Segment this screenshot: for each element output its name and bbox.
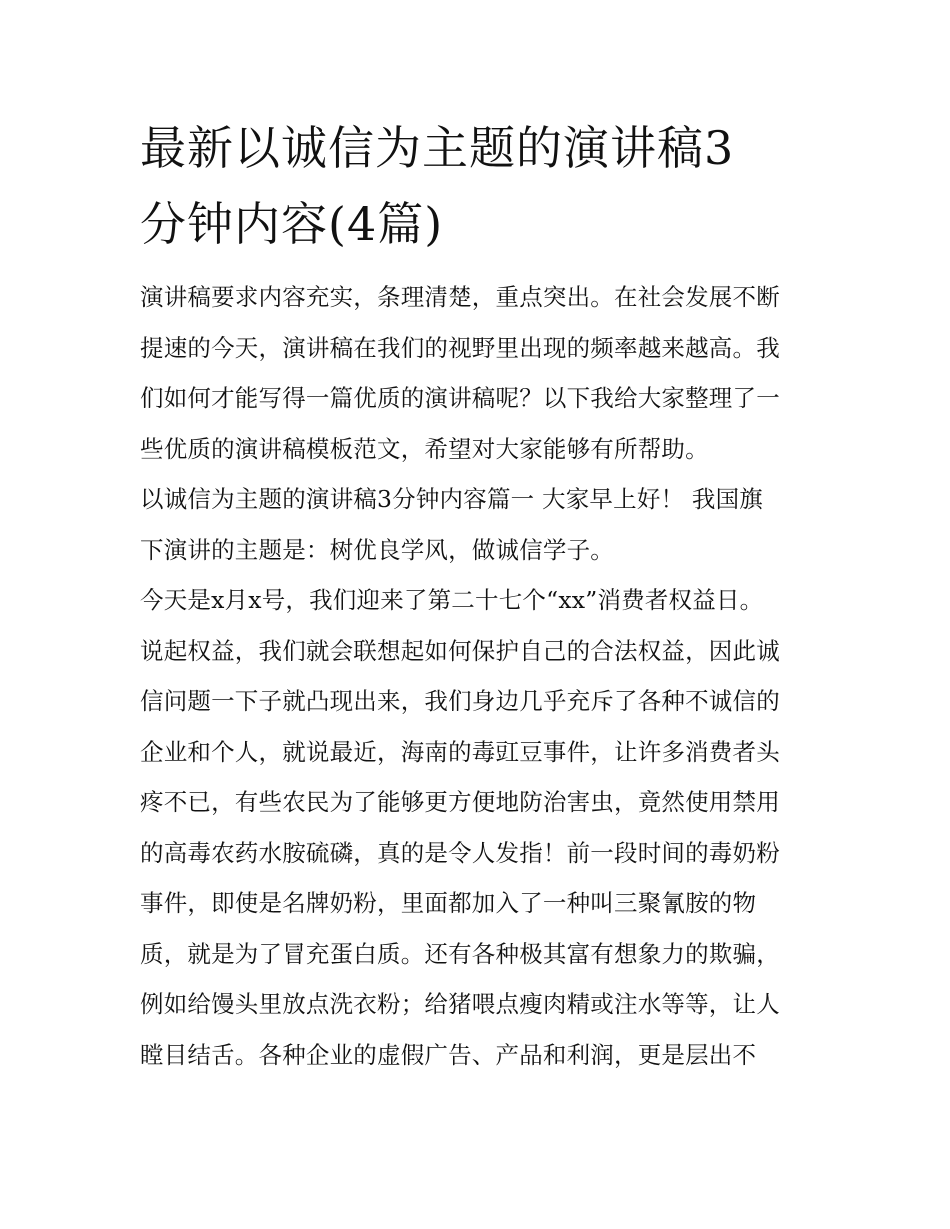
body-line: 的高毒农药水胺硫磷，真的是令人发指！前一段时间的毒奶粉 — [140, 838, 780, 867]
body-line: 演讲稿要求内容充实，条理清楚，重点突出。在社会发展不断 — [140, 283, 780, 311]
document-title — [140, 110, 820, 262]
body-line: 疼不已，有些农民为了能够更方便地防治害虫，竟然使用禁用 — [140, 788, 780, 816]
title-line: 最新以诚信为主题的演讲稿3 — [140, 121, 735, 175]
body-line: 瞠目结舌。各种企业的虚假广告、产品和利润，更是层出不 — [140, 1040, 757, 1069]
body-line: 事件，即使是名牌奶粉，里面都加入了一种叫三聚氰胺的物 — [140, 889, 757, 917]
title-line: 分钟内容(4篇) — [140, 197, 444, 251]
document-body — [140, 272, 820, 1080]
body-line: 例如给馒头里放点洗衣粉；给猪喂点瘦肉精或注水等等，让人 — [140, 990, 780, 1018]
body-line: 下演讲的主题是：树优良学风，做诚信学子。 — [140, 535, 614, 564]
body-line: 提速的今天，演讲稿在我们的视野里出现的频率越来越高。我 — [140, 333, 780, 362]
body-line: 今天是x月x号，我们迎来了第二十七个“xx”消费者权益日。 — [140, 586, 764, 614]
body-line: 质，就是为了冒充蛋白质。还有各种极其富有想象力的欺骗， — [140, 939, 780, 968]
body-line: 说起权益，我们就会联想起如何保护自己的合法权益，因此诚 — [140, 636, 780, 665]
body-line: 企业和个人，就说最近，海南的毒豇豆事件，让许多消费者头 — [140, 737, 780, 766]
body-line: 们如何才能写得一篇优质的演讲稿呢？以下我给大家整理了一 — [140, 384, 780, 412]
body-line: 些优质的演讲稿模板范文，希望对大家能够有所帮助。 — [140, 434, 709, 463]
body-line: 以诚信为主题的演讲稿3分钟内容篇一 大家早上好！ 我国旗 — [140, 485, 763, 513]
body-line: 信问题一下子就凸现出来，我们身边几乎充斥了各种不诚信的 — [140, 687, 780, 715]
